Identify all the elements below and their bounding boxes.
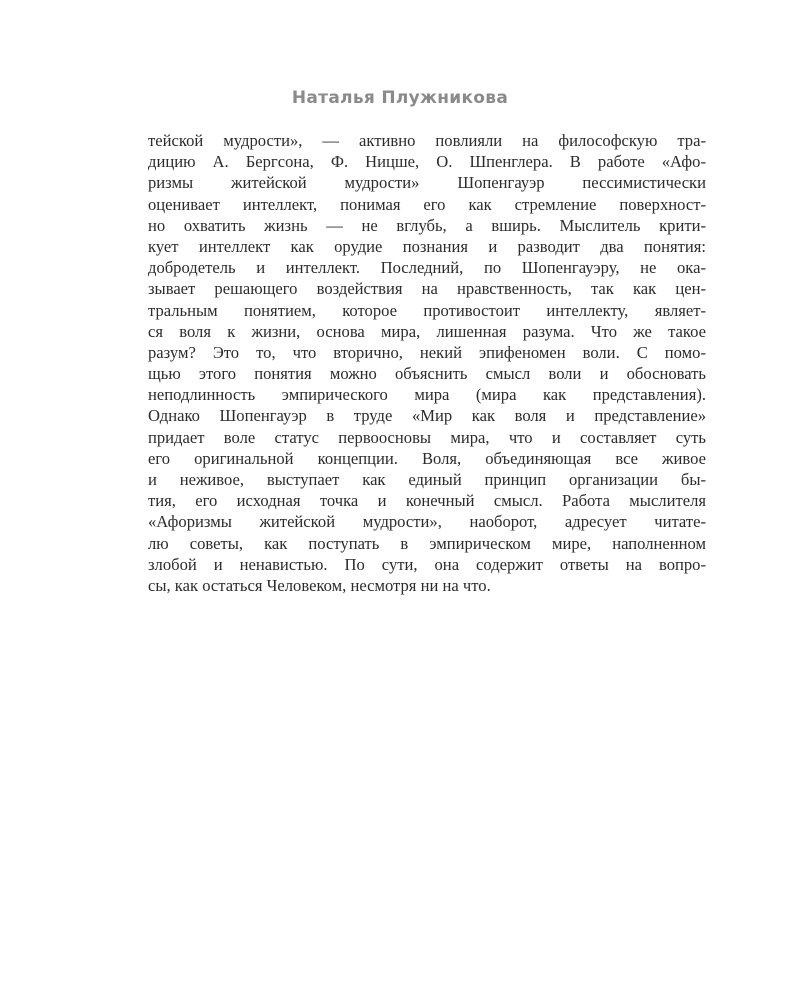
text-line: добродетель и интеллект. Последний, по Шопенгауэру, не ока-: [148, 258, 706, 278]
text-line: кует интеллект как орудие познания и разводит два понятия:: [148, 236, 706, 256]
text-line: Однако Шопенгауэр в труде «Мир как воля и представление»: [148, 406, 706, 426]
text-line: его оригинальной концепции. Воля, объединяющая все живое: [148, 448, 706, 468]
text-line: но охватить жизнь — не вглубь, а вширь. Мыслитель крити-: [148, 215, 706, 235]
text-line: и неживое, выступает как единый принцип организации бы-: [148, 470, 706, 489]
text-line: тральным понятием, которое противостоит интеллекту, являет-: [148, 300, 706, 320]
text-line: «Афоризмы житейской мудрости», наоборот, адресует читате-: [148, 512, 706, 532]
text-line: тейской мудрости», — активно повлияли на философскую тра-: [148, 131, 706, 150]
text-line: ся воля к жизни, основа мира, лишенная разума. Что же такое: [148, 321, 706, 341]
text-line: неподлинность эмпирического мира (мира как представления).: [148, 385, 706, 405]
text-line: злобой и ненавистью. По сути, она содержит ответы на вопро-: [148, 554, 706, 574]
text-line: придает воле статус первоосновы мира, что и составляет суть: [148, 427, 706, 447]
text-line: оценивает интеллект, понимая его как стремление поверхност-: [148, 194, 706, 214]
text-line: разум? Это то, что вторично, некий эпифеномен воли. С помо-: [148, 342, 706, 362]
text-line: лю советы, как поступать в эмпирическом мире, наполненном: [148, 533, 706, 553]
body-paragraph: [148, 130, 706, 596]
text-line: щью этого понятия можно объяснить смысл воли и обосновать: [148, 364, 706, 384]
running-header-author: Наталья Плужникова: [291, 88, 509, 108]
text-line: ризмы житейской мудрости» Шопенгауэр пессимистически: [148, 173, 706, 193]
text-line: сы, как остаться Человеком, несмотря ни на что.: [148, 575, 491, 595]
text-line: тия, его исходная точка и конечный смысл. Работа мыслителя: [148, 491, 706, 511]
text-line: зывает решающего воздействия на нравственность, так как цен-: [148, 279, 706, 299]
text-line: дицию А. Бергсона, Ф. Ницше, О. Шпенглера. В работе «Афо-: [148, 152, 706, 172]
